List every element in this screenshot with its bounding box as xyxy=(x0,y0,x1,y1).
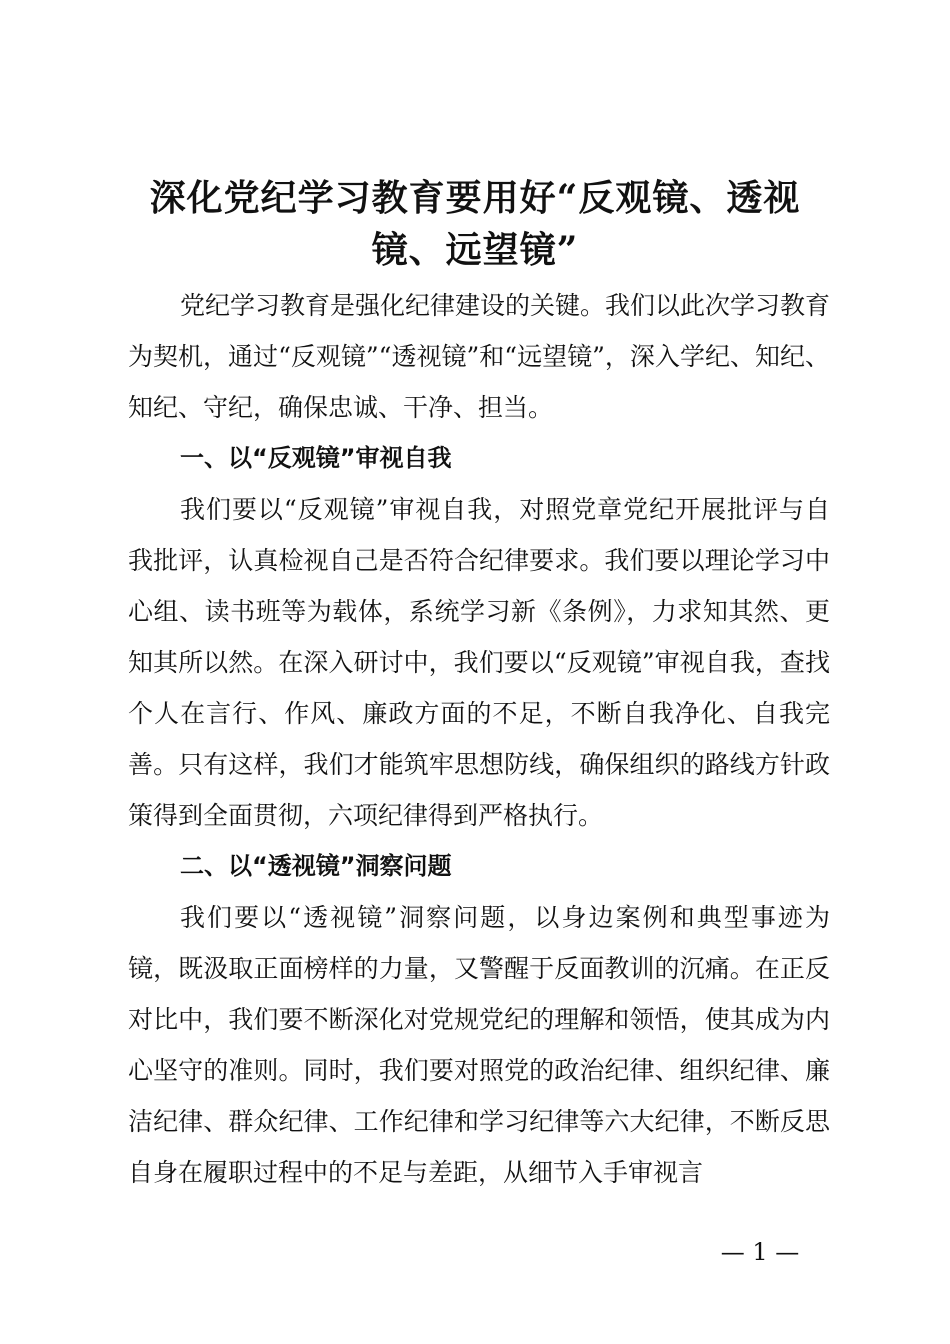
intro-paragraph: 党纪学习教育是强化纪律建设的关键。我们以此次学习教育为契机，通过“反观镜”“透视镜”和“远望镜”，深入学纪、知纪、知纪、守纪，确保忠诚、干净、担当。 xyxy=(128,291,831,422)
document-body xyxy=(128,280,830,1198)
section-heading-1: 一、以“反观镜”审视自我 xyxy=(180,444,452,472)
page-number: — 1 — xyxy=(720,1238,800,1266)
section-paragraph-1: 我们要以“反观镜”审视自我，对照党章党纪开展批评与自我批评，认真检视自己是否符合纪律要求。我们要以理论学习中心组、读书班等为载体，系统学习新《条例》，力求知其然、更知其所以然。在深入研讨中，我们要以“反观镜”审视自我，查找个人在言行、作风、廉政方面的不足，不断自我净化、自我完善。只有这样，我们才能筑牢思想防线，确保组织的路线方针政策得到全面贯彻，六项纪律得到严格执行。 xyxy=(128,495,830,830)
section-paragraph-2: 我们要以“透视镜”洞察问题，以身边案例和典型事迹为镜，既汲取正面榜样的力量，又警醒于反面教训的沉痛。在正反对比中，我们要不断深化对党规党纪的理解和领悟，使其成为内心坚守的准则。同时，我们要对照党的政治纪律、组织纪律、廉洁纪律、群众纪律、工作纪律和学习纪律等六大纪律，不断反思自身在履职过程中的不足与差距，从细节入手审视言 xyxy=(128,903,830,1187)
document-title: 深化党纪学习教育要用好“反观镜、透视镜、远望镜” xyxy=(149,177,801,271)
section-heading-2: 二、以“透视镜”洞察问题 xyxy=(180,852,452,880)
